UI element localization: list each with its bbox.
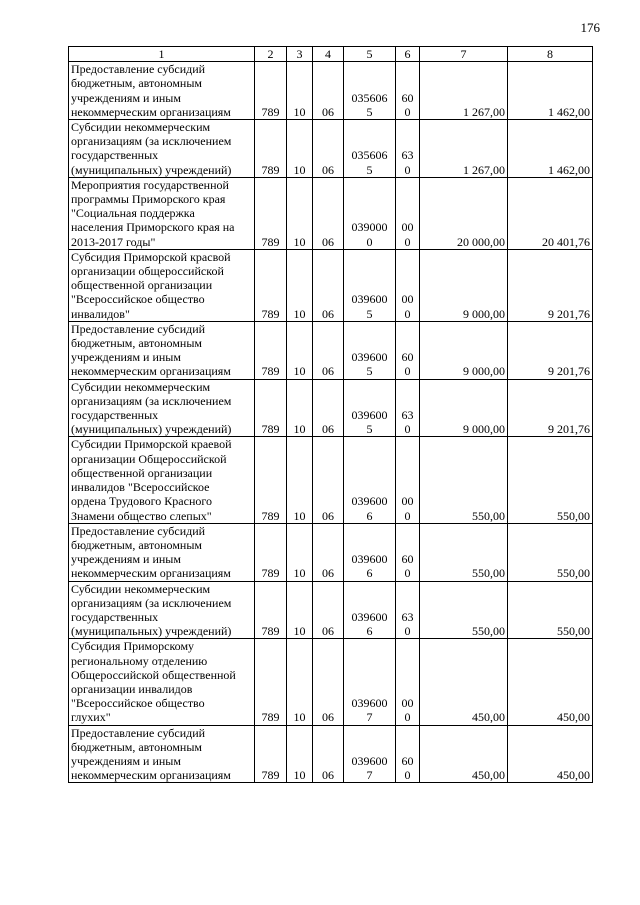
expense-type-cell-line: 0	[404, 768, 411, 783]
ministry-code-cell: 789	[255, 177, 287, 249]
section-code-cell: 10	[287, 120, 313, 178]
target-article-cell-line: 6	[366, 508, 373, 523]
expense-type-cell	[396, 437, 420, 523]
row-name-line: государственных	[71, 609, 159, 624]
amount-year2-cell: 9 201,76	[508, 321, 593, 379]
row-name-line: Субсидии Приморской краевой	[71, 437, 232, 452]
table-row	[69, 581, 593, 639]
row-name-line: государственных	[71, 148, 159, 163]
row-name-cell	[69, 523, 255, 581]
amount-year2-cell: 450,00	[508, 639, 593, 725]
row-name-line: учреждениям и иным	[71, 90, 181, 105]
expense-type-cell	[396, 321, 420, 379]
table-row	[69, 437, 593, 523]
row-name-line: Мероприятия государственной	[71, 177, 229, 192]
ministry-code-cell: 789	[255, 725, 287, 783]
row-name-line: Предоставление субсидий	[71, 725, 206, 740]
target-article-cell-line: 7	[366, 768, 373, 783]
expense-type-cell-line: 0	[404, 306, 411, 321]
target-article-cell-line: 039000	[351, 220, 388, 235]
amount-year1-cell: 1 267,00	[420, 120, 508, 178]
row-name-line: организациям (за исключением	[71, 595, 232, 610]
section-code-cell: 10	[287, 523, 313, 581]
row-name-line: государственных	[71, 408, 159, 423]
ministry-code-cell: 789	[255, 249, 287, 321]
header-cell: 4	[313, 47, 344, 62]
row-name-line: (муниципальных) учреждений)	[71, 422, 232, 437]
expense-type-cell-line: 0	[404, 104, 411, 119]
expense-type-cell	[396, 523, 420, 581]
row-name-line: общественной организации	[71, 278, 213, 293]
subsection-code-cell: 06	[313, 120, 344, 178]
header-cell: 5	[344, 47, 396, 62]
page-number: 176	[580, 20, 600, 35]
row-name-line: Субсидия Приморской красвой	[71, 249, 231, 264]
target-article-cell-line: 039600	[351, 494, 388, 509]
section-code-cell: 10	[287, 62, 313, 120]
table-row	[69, 177, 593, 249]
subsection-code-cell: 06	[313, 177, 344, 249]
row-name-line: населения Приморского края на	[71, 220, 235, 235]
header-cell: 3	[287, 47, 313, 62]
ministry-code-cell: 789	[255, 437, 287, 523]
expense-type-cell-line: 00	[401, 220, 414, 235]
subsection-code-cell: 06	[313, 249, 344, 321]
target-article-cell	[344, 639, 396, 725]
amount-year1-cell: 9 000,00	[420, 321, 508, 379]
expense-type-cell-line: 0	[404, 710, 411, 725]
subsection-code-cell: 06	[313, 62, 344, 120]
expense-type-cell-line: 0	[404, 566, 411, 581]
ministry-code-cell: 789	[255, 120, 287, 178]
amount-year1-cell: 550,00	[420, 437, 508, 523]
row-name-line: Предоставление субсидий	[71, 62, 206, 77]
table-row	[69, 321, 593, 379]
section-code-cell: 10	[287, 321, 313, 379]
amount-year2-cell: 450,00	[508, 725, 593, 783]
target-article-cell-line: 039600	[351, 753, 388, 768]
row-name-line: Предоставление субсидий	[71, 523, 206, 538]
target-article-cell-line: 7	[366, 710, 373, 725]
row-name-cell	[69, 725, 255, 783]
expense-type-cell-line: 0	[404, 364, 411, 379]
row-name-line: некоммерческим организациям	[71, 104, 231, 119]
target-article-cell-line: 6	[366, 624, 373, 639]
expense-type-cell	[396, 379, 420, 437]
expense-type-cell	[396, 725, 420, 783]
row-name-line: "Всероссийское общество	[71, 292, 205, 307]
amount-year1-cell: 450,00	[420, 639, 508, 725]
subsection-code-cell: 06	[313, 523, 344, 581]
table-row	[69, 639, 593, 725]
amount-year1-cell: 450,00	[420, 725, 508, 783]
header-cell: 7	[420, 47, 508, 62]
row-name-line: инвалидов "Всероссийское	[71, 480, 210, 495]
row-name-line: некоммерческим организациям	[71, 566, 231, 581]
row-name-cell	[69, 62, 255, 120]
row-name-line: учреждениям и иным	[71, 552, 181, 567]
row-name-line: бюджетным, автономным	[71, 537, 202, 552]
target-article-cell	[344, 523, 396, 581]
target-article-cell-line: 039600	[351, 292, 388, 307]
amount-year1-cell: 9 000,00	[420, 249, 508, 321]
target-article-cell-line: 039600	[351, 552, 388, 567]
table-row	[69, 725, 593, 783]
expense-type-cell-line: 0	[404, 624, 411, 639]
table-row	[69, 120, 593, 178]
header-cell: 1	[69, 47, 255, 62]
amount-year1-cell: 1 267,00	[420, 62, 508, 120]
amount-year2-cell: 550,00	[508, 581, 593, 639]
target-article-cell-line: 039600	[351, 609, 388, 624]
row-name-cell	[69, 120, 255, 178]
subsection-code-cell: 06	[313, 725, 344, 783]
expense-type-cell-line: 0	[404, 234, 411, 249]
section-code-cell: 10	[287, 177, 313, 249]
target-article-cell-line: 035606	[351, 90, 388, 105]
expense-type-cell	[396, 639, 420, 725]
header-cell: 2	[255, 47, 287, 62]
row-name-line: 2013-2017 годы"	[71, 234, 156, 249]
target-article-cell	[344, 120, 396, 178]
subsection-code-cell: 06	[313, 581, 344, 639]
expense-type-cell	[396, 120, 420, 178]
expense-type-cell-line: 00	[401, 494, 414, 509]
target-article-cell	[344, 249, 396, 321]
section-code-cell: 10	[287, 437, 313, 523]
expense-type-cell-line: 63	[401, 408, 414, 423]
table-header-row	[69, 47, 593, 62]
expense-type-cell-line: 00	[401, 696, 414, 711]
ministry-code-cell: 789	[255, 639, 287, 725]
table-body	[69, 62, 593, 783]
row-name-cell	[69, 177, 255, 249]
row-name-line: Субсидии некоммерческим	[71, 379, 211, 394]
amount-year1-cell: 9 000,00	[420, 379, 508, 437]
expense-type-cell-line: 63	[401, 609, 414, 624]
target-article-cell	[344, 62, 396, 120]
table-row	[69, 523, 593, 581]
target-article-cell-line: 035606	[351, 148, 388, 163]
ministry-code-cell: 789	[255, 62, 287, 120]
expense-type-cell-line: 0	[404, 422, 411, 437]
table-row	[69, 249, 593, 321]
target-article-cell	[344, 581, 396, 639]
target-article-cell-line: 039600	[351, 350, 388, 365]
row-name-line: учреждениям и иным	[71, 753, 181, 768]
amount-year2-cell: 9 201,76	[508, 249, 593, 321]
row-name-line: программы Приморского края	[71, 192, 226, 207]
subsection-code-cell: 06	[313, 379, 344, 437]
section-code-cell: 10	[287, 725, 313, 783]
row-name-cell	[69, 321, 255, 379]
expense-type-cell-line: 60	[401, 350, 414, 365]
row-name-line: некоммерческим организациям	[71, 364, 231, 379]
target-article-cell-line: 039600	[351, 696, 388, 711]
row-name-line: Субсидии некоммерческим	[71, 120, 211, 135]
row-name-line: некоммерческим организациям	[71, 768, 231, 783]
header-cell: 8	[508, 47, 593, 62]
target-article-cell-line: 0	[366, 234, 373, 249]
expense-type-cell-line: 60	[401, 753, 414, 768]
expense-type-cell	[396, 62, 420, 120]
target-article-cell	[344, 177, 396, 249]
target-article-cell-line: 5	[366, 162, 373, 177]
header-cell: 6	[396, 47, 420, 62]
row-name-line: глухих"	[71, 710, 111, 725]
row-name-line: (муниципальных) учреждений)	[71, 162, 232, 177]
target-article-cell	[344, 321, 396, 379]
row-name-line: бюджетным, автономным	[71, 76, 202, 91]
row-name-line: учреждениям и иным	[71, 350, 181, 365]
amount-year2-cell: 9 201,76	[508, 379, 593, 437]
expense-type-cell-line: 63	[401, 148, 414, 163]
expense-type-cell-line: 60	[401, 552, 414, 567]
row-name-line: "Всероссийское общество	[71, 696, 205, 711]
target-article-cell-line: 5	[366, 306, 373, 321]
row-name-line: Знамени общество слепых"	[71, 508, 212, 523]
row-name-cell	[69, 581, 255, 639]
section-code-cell: 10	[287, 249, 313, 321]
row-name-line: (муниципальных) учреждений)	[71, 624, 232, 639]
budget-table	[68, 46, 593, 783]
row-name-cell	[69, 249, 255, 321]
ministry-code-cell: 789	[255, 523, 287, 581]
subsection-code-cell: 06	[313, 437, 344, 523]
expense-type-cell-line: 60	[401, 90, 414, 105]
row-name-line: организации инвалидов	[71, 681, 193, 696]
amount-year2-cell: 550,00	[508, 523, 593, 581]
target-article-cell-line: 6	[366, 566, 373, 581]
amount-year2-cell: 550,00	[508, 437, 593, 523]
row-name-line: инвалидов"	[71, 306, 130, 321]
target-article-cell-line: 5	[366, 104, 373, 119]
table-row	[69, 379, 593, 437]
expense-type-cell	[396, 581, 420, 639]
row-name-cell	[69, 639, 255, 725]
expense-type-cell	[396, 249, 420, 321]
amount-year2-cell: 1 462,00	[508, 62, 593, 120]
target-article-cell-line: 5	[366, 422, 373, 437]
subsection-code-cell: 06	[313, 639, 344, 725]
target-article-cell	[344, 725, 396, 783]
amount-year1-cell: 550,00	[420, 523, 508, 581]
row-name-line: организации Общероссийской	[71, 451, 227, 466]
amount-year1-cell: 20 000,00	[420, 177, 508, 249]
amount-year1-cell: 550,00	[420, 581, 508, 639]
expense-type-cell-line: 0	[404, 508, 411, 523]
row-name-cell	[69, 379, 255, 437]
expense-type-cell-line: 0	[404, 162, 411, 177]
expense-type-cell	[396, 177, 420, 249]
row-name-line: ордена Трудового Красного	[71, 494, 212, 509]
section-code-cell: 10	[287, 639, 313, 725]
row-name-line: организации общероссийской	[71, 264, 224, 279]
row-name-line: "Социальная поддержка	[71, 206, 195, 221]
row-name-line: Общероссийской общественной	[71, 667, 236, 682]
section-code-cell: 10	[287, 581, 313, 639]
ministry-code-cell: 789	[255, 581, 287, 639]
row-name-line: бюджетным, автономным	[71, 336, 202, 351]
row-name-line: организациям (за исключением	[71, 393, 232, 408]
target-article-cell	[344, 437, 396, 523]
amount-year2-cell: 20 401,76	[508, 177, 593, 249]
row-name-line: Предоставление субсидий	[71, 321, 206, 336]
row-name-cell	[69, 437, 255, 523]
table-row	[69, 62, 593, 120]
row-name-line: бюджетным, автономным	[71, 739, 202, 754]
ministry-code-cell: 789	[255, 379, 287, 437]
row-name-line: Субсидии некоммерческим	[71, 581, 211, 596]
target-article-cell	[344, 379, 396, 437]
row-name-line: региональному отделению	[71, 653, 208, 668]
subsection-code-cell: 06	[313, 321, 344, 379]
row-name-line: организациям (за исключением	[71, 134, 232, 149]
ministry-code-cell: 789	[255, 321, 287, 379]
section-code-cell: 10	[287, 379, 313, 437]
target-article-cell-line: 039600	[351, 408, 388, 423]
row-name-line: Субсидия Приморскому	[71, 639, 195, 654]
row-name-line: общественной организации	[71, 465, 213, 480]
expense-type-cell-line: 00	[401, 292, 414, 307]
target-article-cell-line: 5	[366, 364, 373, 379]
amount-year2-cell: 1 462,00	[508, 120, 593, 178]
